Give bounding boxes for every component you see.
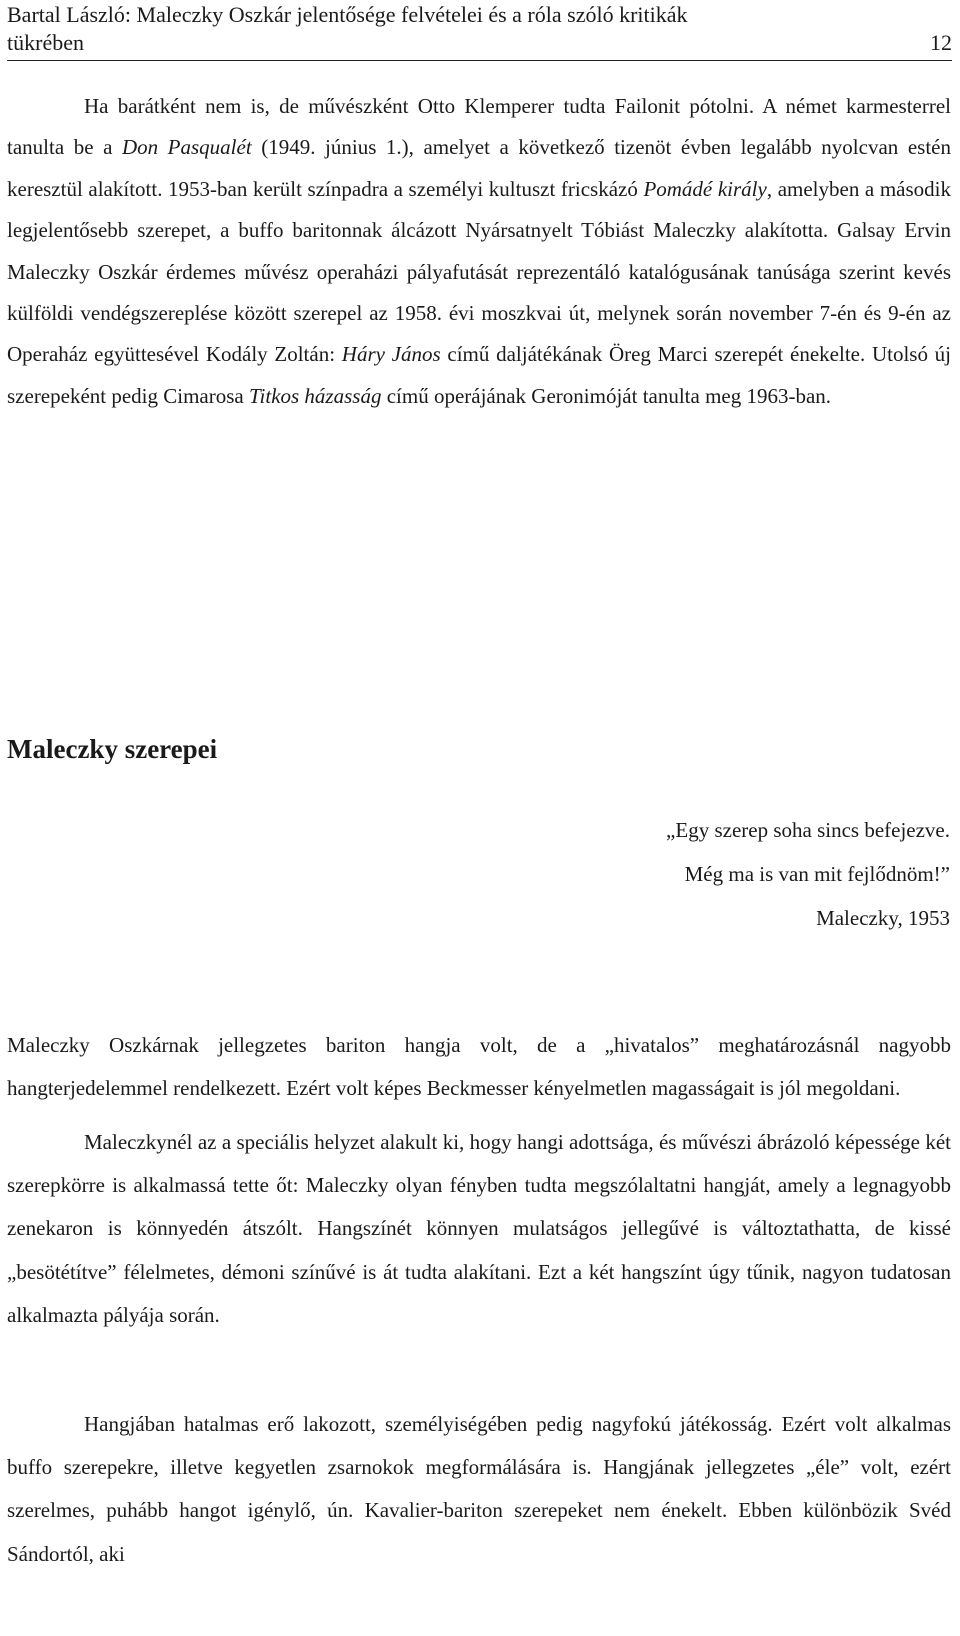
body-paragraph-2: Maleczky Oszkárnak jellegzetes bariton hangja volt, de a „hivatalos” meghatározásnál nagyobb hangterjedelemmel rendelkezett. Ezért volt képes Beckmesser kényelmetlen magasságait is jól megoldani.: [7, 1033, 951, 1101]
running-header: [7, 0, 952, 61]
section-heading: Maleczky szerepei: [7, 734, 218, 764]
work-title-italic: Háry János: [341, 342, 441, 367]
work-title-italic: Pomádé király: [643, 176, 767, 201]
header-title-line1: Bartal László: Maleczky Oszkár jelentősége felvételei és a róla szóló kritikák: [7, 2, 688, 27]
work-title-italic: Don Pasqualét: [121, 135, 252, 160]
epigraph-quote: [666, 808, 950, 940]
text-run: Maleczkynél az a speciális helyzet alakult ki, hogy hangi adottsága, és művészi ábrázoló képessége két szerepkörre is alkalmassá tette őt: Maleczky olyan fényben tudta megszólaltatni hangját, amely a legnagyobb zenekaron is könnyedén átszólt. Hangszínét könnyen mulatságos jellegűvé is változtathatta, de kissé „besötétítve” félelmetes, démoni színűvé is át tudta alakítani. Ezt a két hangszínt úgy tűnik, nagyon tudatosan alkalmazta pályája során.: [7, 1130, 951, 1327]
text-run: című daljátékának Öreg Marci szerepét énekelte. Utolsó új szerepeként pedig Cimarosa: [7, 342, 952, 408]
body-paragraph-3: [7, 1121, 951, 1337]
body-paragraph-4: [7, 1403, 951, 1576]
quote-line-1: „Egy szerep soha sincs befejezve.: [666, 818, 950, 842]
text-run: Ha barátként nem is, de művészként Otto Klemperer tudta Failonit pótolni. A német karmesterrel tanulta be a: [7, 94, 951, 160]
text-run: , amelyben a második legjelentősebb szerepet, a buffo baritonnak álcázott Nyársatnyelt Tóbiást Maleczky alakította. Galsay Ervin Maleczky Oszkár érdemes művész operaházi pályafutását reprezentáló katalógusának tanúsága szerint kevés külföldi vendégszereplése között szerepel az 1958. évi moszkvai út, melynek során november 7-én és 9-én az Operaház együttesével Kodály Zoltán:: [7, 176, 952, 367]
body-paragraph-1: [7, 86, 951, 417]
text-run: című operájának Geronimóját tanulta meg 1963-ban.: [381, 383, 832, 408]
header-title-line2: tükrében: [7, 30, 84, 55]
text-run: (1949. június 1.), amelyet a következő tizenöt évben legalább nyolcvan estén keresztül alakított. 1953-ban került színpadra a személyi kultuszt fricskázó: [7, 135, 951, 201]
quote-line-2: Még ma is van mit fejlődnöm!”: [684, 862, 950, 886]
work-title-italic: Titkos házasság: [249, 383, 382, 408]
text-run: Hangjában hatalmas erő lakozott, személyiségében pedig nagyfokú játékosság. Ezért volt alkalmas buffo szerepekre, illetve kegyetlen zsarnokok megformálására is. Hangjának jellegzetes „éle” volt, ezért szerelmes, puhább hangot igénylő, ún. Kavalier-bariton szerepeket nem énekelt. Ebben különbözik Svéd Sándortól, aki: [7, 1412, 951, 1566]
page-number: 12: [930, 30, 952, 55]
quote-attribution: Maleczky, 1953: [816, 906, 950, 930]
